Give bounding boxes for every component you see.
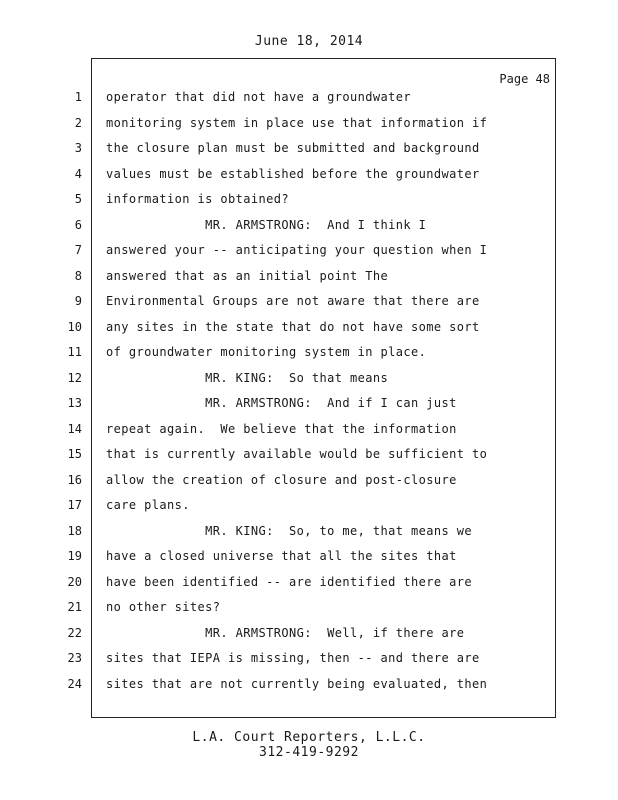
transcript-line bbox=[0, 422, 560, 442]
transcript-line bbox=[0, 218, 560, 238]
line-number: 10 bbox=[67, 319, 82, 334]
transcript-line bbox=[0, 294, 560, 314]
line-text: operator that did not have a groundwater bbox=[106, 90, 411, 104]
transcript-line bbox=[0, 90, 560, 110]
transcript-line bbox=[0, 269, 560, 289]
transcript-line bbox=[0, 447, 560, 467]
line-text: allow the creation of closure and post-closure bbox=[106, 472, 457, 487]
line-number: 21 bbox=[67, 600, 82, 614]
line-number: 3 bbox=[74, 141, 82, 155]
line-text: sites that IEPA is missing, then -- and there are bbox=[106, 651, 480, 665]
line-number: 13 bbox=[67, 396, 82, 410]
line-text: that is currently available would be sufficient to bbox=[106, 447, 488, 461]
line-text: care plans. bbox=[106, 498, 190, 512]
line-number: 22 bbox=[67, 625, 82, 640]
transcript-line bbox=[0, 600, 560, 620]
line-text: answered that as an initial point The bbox=[106, 268, 389, 283]
transcript-line bbox=[0, 192, 560, 212]
transcript-line bbox=[0, 575, 560, 595]
line-text: monitoring system in place use that information if bbox=[106, 115, 488, 130]
line-text: no other sites? bbox=[106, 600, 221, 614]
line-number: 11 bbox=[67, 345, 82, 359]
line-number: 17 bbox=[67, 498, 82, 512]
footer-firm: L.A. Court Reporters, L.L.C. bbox=[192, 730, 426, 745]
line-number: 12 bbox=[67, 370, 82, 385]
line-text: MR. ARMSTRONG: Well, if there are bbox=[106, 625, 465, 640]
transcript-line bbox=[0, 626, 560, 646]
line-text: of groundwater monitoring system in place. bbox=[106, 345, 427, 359]
line-text: the closure plan must be submitted and background bbox=[106, 141, 480, 155]
transcript-line bbox=[0, 396, 560, 416]
line-text: have been identified -- are identified there are bbox=[106, 574, 472, 589]
transcript-line bbox=[0, 498, 560, 518]
line-number: 4 bbox=[74, 166, 82, 181]
line-text: MR. ARMSTRONG: And if I can just bbox=[106, 396, 457, 410]
line-text: have a closed universe that all the sites that bbox=[106, 549, 457, 563]
transcript-line bbox=[0, 345, 560, 365]
transcript-line bbox=[0, 141, 560, 161]
transcript-line bbox=[0, 473, 560, 493]
line-text: repeat again. We believe that the information bbox=[106, 421, 457, 436]
line-text: sites that are not currently being evaluated, then bbox=[106, 676, 488, 691]
transcript-line bbox=[0, 524, 560, 544]
page-number: Page 48 bbox=[499, 72, 550, 86]
line-number: 6 bbox=[74, 217, 82, 232]
transcript-line bbox=[0, 677, 560, 697]
transcript-line bbox=[0, 549, 560, 569]
line-text: information is obtained? bbox=[106, 192, 289, 206]
line-text: MR. KING: So that means bbox=[106, 370, 389, 385]
line-number: 24 bbox=[67, 676, 82, 691]
line-number: 16 bbox=[67, 472, 82, 487]
transcript-line bbox=[0, 116, 560, 136]
line-number: 5 bbox=[74, 192, 82, 206]
footer-phone: 312-419-9292 bbox=[259, 745, 359, 760]
line-number: 1 bbox=[74, 90, 82, 104]
line-number: 2 bbox=[74, 115, 82, 130]
line-number: 7 bbox=[74, 243, 82, 257]
line-text: MR. ARMSTRONG: And I think I bbox=[106, 217, 427, 232]
line-number: 23 bbox=[67, 651, 82, 665]
transcript-line bbox=[0, 651, 560, 671]
transcript-line bbox=[0, 243, 560, 263]
line-number: 14 bbox=[67, 421, 82, 436]
transcript-line bbox=[0, 371, 560, 391]
line-text: values must be established before the groundwater bbox=[106, 166, 480, 181]
transcript-line bbox=[0, 320, 560, 340]
line-number: 20 bbox=[67, 574, 82, 589]
line-text: any sites in the state that do not have some sort bbox=[106, 319, 480, 334]
line-number: 8 bbox=[74, 268, 82, 283]
line-number: 18 bbox=[67, 523, 82, 538]
transcript-line bbox=[0, 167, 560, 187]
header-date: June 18, 2014 bbox=[254, 34, 364, 49]
line-text: answered your -- anticipating your question when I bbox=[106, 243, 488, 257]
line-text: MR. KING: So, to me, that means we bbox=[106, 523, 472, 538]
line-number: 15 bbox=[67, 447, 82, 461]
line-number: 9 bbox=[74, 294, 82, 308]
line-number: 19 bbox=[67, 549, 82, 563]
line-text: Environmental Groups are not aware that there are bbox=[106, 294, 480, 308]
